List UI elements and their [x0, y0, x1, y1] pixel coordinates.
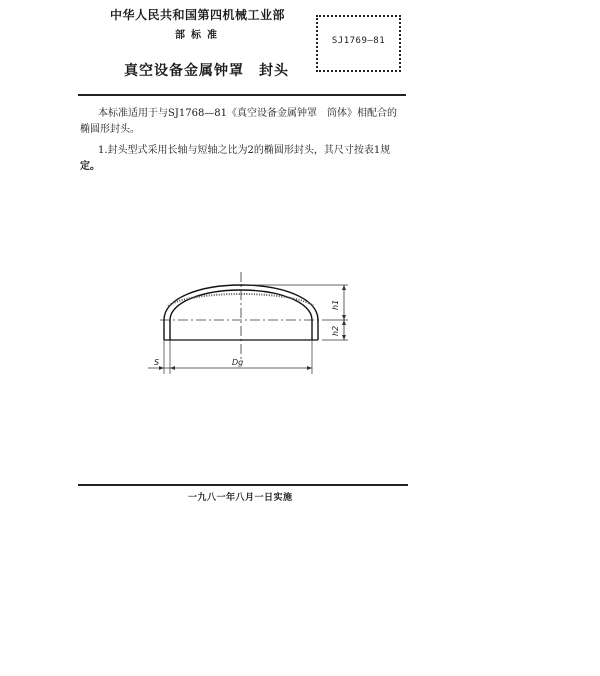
- h1-top-arrow: [342, 285, 346, 290]
- paragraph-1-line-1: 本标准适用于与SJ1768—81《真空设备金属钟罩 筒体》相配合的: [98, 108, 398, 119]
- ministry-name: 中华人民共和国第四机械工业部: [110, 8, 286, 22]
- thickness-arrow: [159, 366, 164, 370]
- h1-label: h1: [331, 299, 340, 310]
- h1-bottom-arrow: [342, 315, 346, 320]
- paragraph-1-line-2: 椭圆形封头。: [80, 124, 140, 135]
- paragraph-2-line-1: 1.封头型式采用长轴与短轴之比为2的椭圆形封头，其尺寸按表1规: [98, 145, 391, 156]
- standard-number: SJ1769—81: [331, 36, 386, 46]
- h2-label: h2: [331, 325, 340, 336]
- standard-type: 部标准: [175, 30, 223, 41]
- h2-top-arrow: [342, 320, 346, 325]
- bottom-divider: [78, 484, 408, 486]
- h2-bottom-arrow: [342, 335, 346, 340]
- document-title: 真空设备金属钟罩 封头: [124, 63, 289, 79]
- effective-date: 一九八一年八月一日实施: [188, 493, 293, 503]
- paragraph-2-line-2: 定。: [80, 161, 100, 172]
- diameter-label: Dg: [232, 358, 244, 367]
- diameter-right-arrow: [307, 366, 312, 370]
- diameter-left-arrow: [170, 366, 175, 370]
- thickness-label: S: [154, 358, 160, 367]
